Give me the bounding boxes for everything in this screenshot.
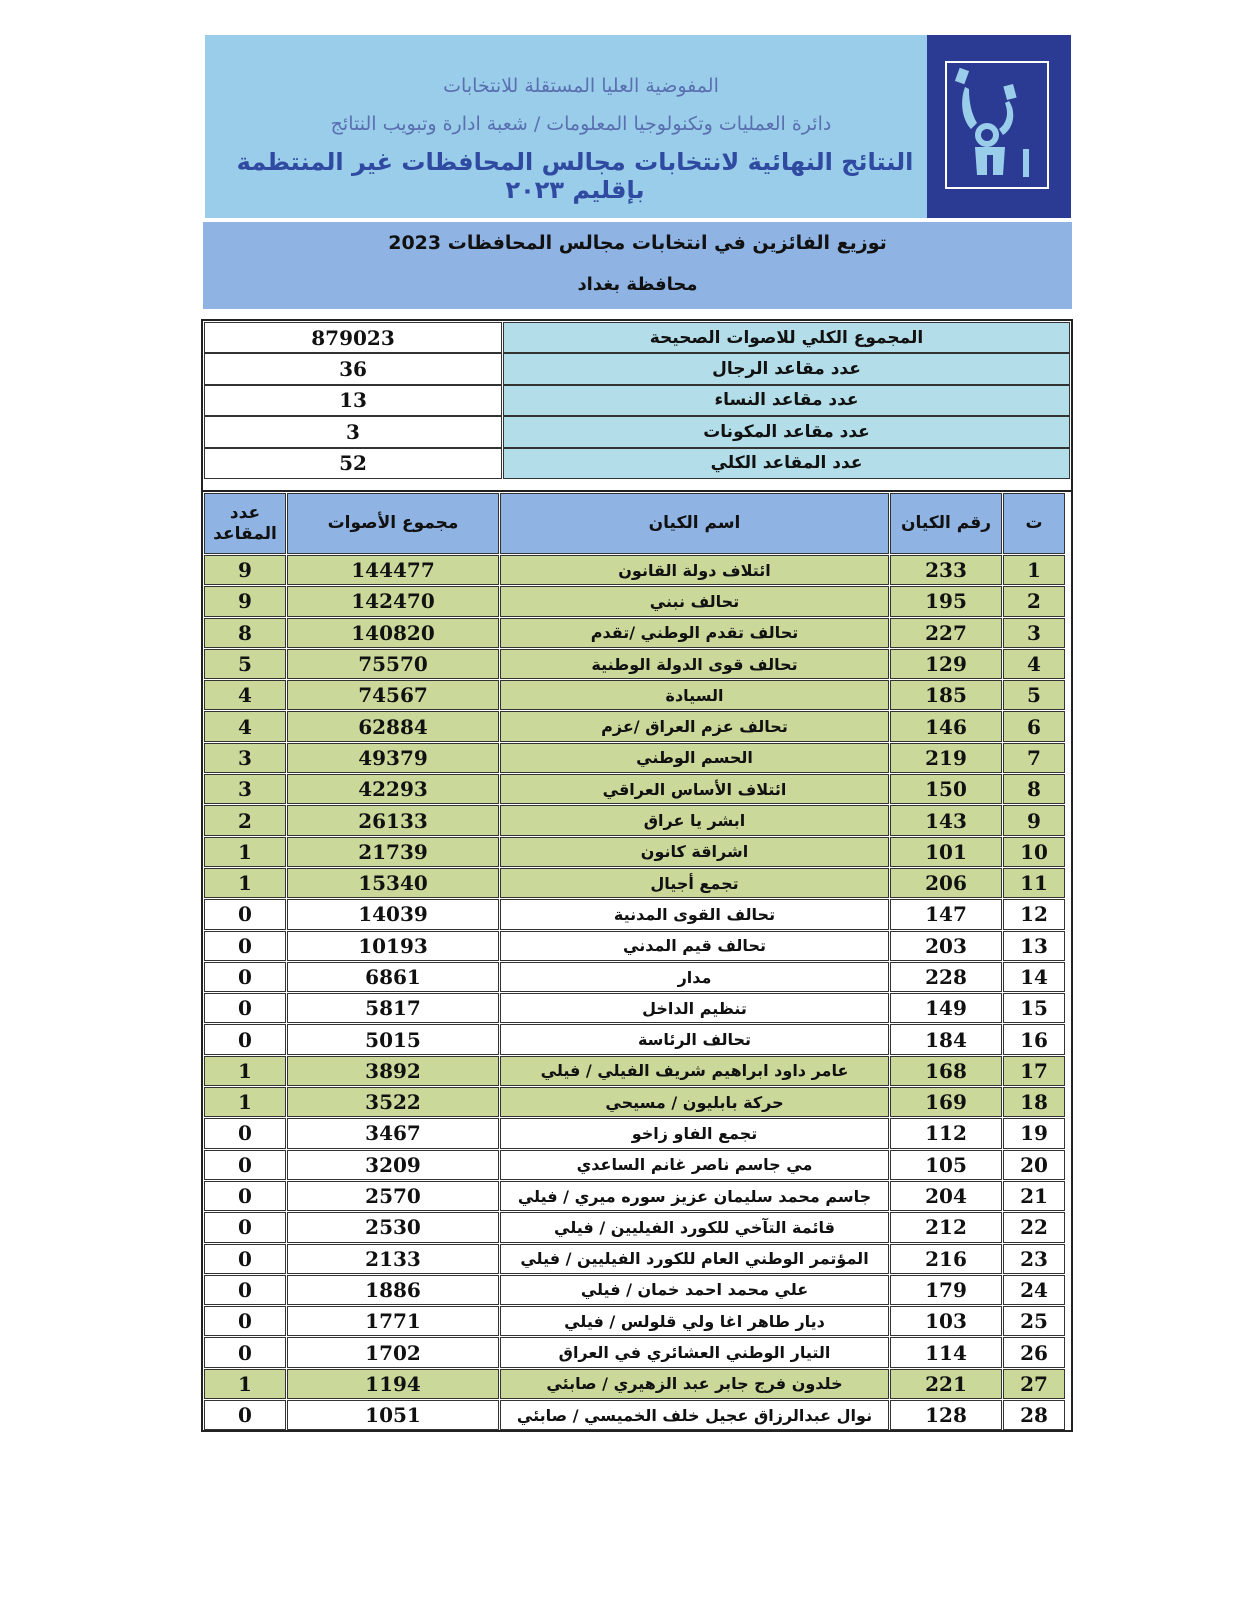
index-cell: 19 [1003,1118,1065,1148]
results-title: النتائج النهائية لانتخابات مجالس المحافظات غير المنتظمة بإقليم ٢٠٢٣ [236,148,914,204]
table-row [203,742,1071,773]
seats-cell: 4 [204,711,286,741]
votes-cell: 75570 [287,649,499,679]
index-cell: 9 [1003,805,1065,835]
seats-cell: 9 [204,586,286,616]
entity-id-cell: 203 [890,931,1002,961]
index-cell: 4 [1003,649,1065,679]
index-cell: 21 [1003,1181,1065,1211]
entity-name-cell: ائتلاف دولة القانون [500,555,889,585]
table-row [203,1336,1071,1367]
table-row [203,836,1071,867]
distribution-title: توزيع الفائزين في انتخابات مجالس المحافظات 2023 [388,232,887,254]
entity-id-cell: 221 [890,1369,1002,1399]
entity-name-cell: تنظيم الداخل [500,993,889,1023]
seats-cell: 1 [204,868,286,898]
entity-name-cell: تحالف قيم المدني [500,931,889,961]
governorate-name: محافظة بغداد [577,274,698,295]
entity-id-cell: 149 [890,993,1002,1023]
summary-row [203,415,1071,446]
votes-cell: 6861 [287,962,499,992]
entity-id-cell: 185 [890,680,1002,710]
entity-name-cell: المؤتمر الوطني العام للكورد الفيليين / فيلي [500,1244,889,1274]
seats-cell: 1 [204,1087,286,1117]
votes-cell: 3467 [287,1118,499,1148]
entity-name-cell: تحالف الرئاسة [500,1024,889,1054]
summary-value: 879023 [204,322,502,353]
index-cell: 15 [1003,993,1065,1023]
header-text [205,35,927,218]
seats-cell: 9 [204,555,286,585]
entity-id-cell: 146 [890,711,1002,741]
entity-id-cell: 219 [890,743,1002,773]
entity-name-cell: اشراقة كانون [500,837,889,867]
header-seats-line2: المقاعد [213,523,277,544]
entity-name-cell: تجمع أجيال [500,868,889,898]
table-body [203,554,1071,1430]
entity-id-cell: 101 [890,837,1002,867]
index-cell: 18 [1003,1087,1065,1117]
seats-cell: 0 [204,1212,286,1242]
votes-cell: 15340 [287,868,499,898]
table-row [203,617,1071,648]
entity-name-cell: ديار طاهر اغا ولي قلولس / فيلي [500,1306,889,1336]
header-seats-line1: عدد [229,502,261,523]
votes-cell: 26133 [287,805,499,835]
votes-cell: 1051 [287,1400,499,1430]
table-row [203,1023,1071,1054]
summary-value: 13 [204,385,502,416]
summary-value: 52 [204,448,502,479]
entity-name-cell: التيار الوطني العشائري في العراق [500,1337,889,1367]
votes-cell: 2530 [287,1212,499,1242]
table-row [203,648,1071,679]
votes-cell: 142470 [287,586,499,616]
index-cell: 7 [1003,743,1065,773]
entity-id-cell: 103 [890,1306,1002,1336]
votes-cell: 74567 [287,680,499,710]
entity-id-cell: 150 [890,774,1002,804]
summary-label: عدد مقاعد النساء [503,385,1070,416]
index-cell: 26 [1003,1337,1065,1367]
table-row [203,585,1071,616]
table-row [203,1086,1071,1117]
entity-name-cell: جاسم محمد سليمان عزيز سوره ميري / فيلي [500,1181,889,1211]
index-cell: 13 [1003,931,1065,961]
index-cell: 14 [1003,962,1065,992]
seats-cell: 1 [204,1056,286,1086]
table-row [203,992,1071,1023]
entity-name-cell: السيادة [500,680,889,710]
seats-cell: 2 [204,805,286,835]
table-row [203,1149,1071,1180]
table-row [203,773,1071,804]
summary-label: عدد المقاعد الكلي [503,448,1070,479]
seats-cell: 0 [204,1244,286,1274]
table-row [203,930,1071,961]
entity-id-cell: 147 [890,899,1002,929]
commission-logo [927,35,1071,218]
seats-cell: 0 [204,1337,286,1367]
header-votes: مجموع الأصوات [287,493,499,554]
department-name: دائرة العمليات وتكنولوجيا المعلومات / شعبة ادارة وتبويب النتائج [330,113,832,135]
votes-cell: 21739 [287,837,499,867]
index-cell: 28 [1003,1400,1065,1430]
entity-id-cell: 128 [890,1400,1002,1430]
seats-cell: 0 [204,1150,286,1180]
index-cell: 17 [1003,1056,1065,1086]
table-row [203,679,1071,710]
index-cell: 22 [1003,1212,1065,1242]
index-cell: 23 [1003,1244,1065,1274]
index-cell: 1 [1003,555,1065,585]
entity-id-cell: 204 [890,1181,1002,1211]
entity-name-cell: تحالف القوى المدنية [500,899,889,929]
header-index: ت [1003,493,1065,554]
index-cell: 20 [1003,1150,1065,1180]
entity-id-cell: 212 [890,1212,1002,1242]
entity-name-cell: مي جاسم ناصر غانم الساعدي [500,1150,889,1180]
entity-id-cell: 168 [890,1056,1002,1086]
header-entity-id: رقم الكيان [890,493,1002,554]
seats-cell: 8 [204,618,286,648]
seats-cell: 0 [204,899,286,929]
table-row [203,710,1071,741]
entity-id-cell: 195 [890,586,1002,616]
seats-cell: 3 [204,743,286,773]
seats-cell: 0 [204,1400,286,1430]
table-row [203,867,1071,898]
entity-id-cell: 105 [890,1150,1002,1180]
seats-cell: 3 [204,774,286,804]
votes-cell: 1702 [287,1337,499,1367]
entity-id-cell: 179 [890,1275,1002,1305]
entity-id-cell: 114 [890,1337,1002,1367]
index-cell: 25 [1003,1306,1065,1336]
table-row [203,1055,1071,1086]
summary-value: 36 [204,353,502,384]
ballot-figure-icon [947,63,1047,187]
table-row [203,1243,1071,1274]
summary-table [201,319,1073,492]
header-seats [204,493,286,554]
index-cell: 8 [1003,774,1065,804]
table-row [203,554,1071,585]
results-table [201,490,1073,1432]
seats-cell: 0 [204,993,286,1023]
entity-id-cell: 233 [890,555,1002,585]
index-cell: 27 [1003,1369,1065,1399]
logo-frame [945,61,1049,189]
votes-cell: 49379 [287,743,499,773]
entity-name-cell: حركة بابليون / مسيحي [500,1087,889,1117]
votes-cell: 144477 [287,555,499,585]
votes-cell: 2133 [287,1244,499,1274]
votes-cell: 3522 [287,1087,499,1117]
entity-name-cell: تحالف عزم العراق /عزم [500,711,889,741]
entity-name-cell: علي محمد احمد خمان / فيلي [500,1275,889,1305]
summary-row [203,384,1071,415]
summary-label: المجموع الكلي للاصوات الصحيحة [503,322,1070,353]
summary-label: عدد مقاعد المكونات [503,416,1070,447]
seats-cell: 0 [204,1275,286,1305]
table-row [203,1305,1071,1336]
entity-id-cell: 184 [890,1024,1002,1054]
seats-cell: 1 [204,1369,286,1399]
summary-row [203,447,1071,478]
entity-name-cell: تحالف قوى الدولة الوطنية [500,649,889,679]
votes-cell: 1771 [287,1306,499,1336]
votes-cell: 140820 [287,618,499,648]
index-cell: 16 [1003,1024,1065,1054]
entity-name-cell: الحسم الوطني [500,743,889,773]
entity-id-cell: 216 [890,1244,1002,1274]
votes-cell: 14039 [287,899,499,929]
seats-cell: 0 [204,1306,286,1336]
entity-name-cell: ابشر يا عراق [500,805,889,835]
seats-cell: 0 [204,931,286,961]
seats-cell: 0 [204,1181,286,1211]
votes-cell: 42293 [287,774,499,804]
votes-cell: 5015 [287,1024,499,1054]
index-cell: 24 [1003,1275,1065,1305]
table-row [203,898,1071,929]
votes-cell: 5817 [287,993,499,1023]
votes-cell: 3209 [287,1150,499,1180]
seats-cell: 0 [204,962,286,992]
index-cell: 10 [1003,837,1065,867]
votes-cell: 62884 [287,711,499,741]
entity-id-cell: 206 [890,868,1002,898]
table-row [203,961,1071,992]
entity-name-cell: عامر داود ابراهيم شريف الفيلي / فيلي [500,1056,889,1086]
seats-cell: 4 [204,680,286,710]
summary-label: عدد مقاعد الرجال [503,353,1070,384]
entity-name-cell: تحالف نبني [500,586,889,616]
index-cell: 2 [1003,586,1065,616]
votes-cell: 10193 [287,931,499,961]
votes-cell: 2570 [287,1181,499,1211]
table-row [203,1368,1071,1399]
seats-cell: 0 [204,1024,286,1054]
subtitle-band [203,222,1072,309]
index-cell: 3 [1003,618,1065,648]
entity-id-cell: 169 [890,1087,1002,1117]
seats-cell: 1 [204,837,286,867]
entity-id-cell: 227 [890,618,1002,648]
table-row [203,1180,1071,1211]
table-row [203,1399,1071,1430]
seats-cell: 5 [204,649,286,679]
entity-name-cell: ائتلاف الأساس العراقي [500,774,889,804]
entity-name-cell: نوال عبدالرزاق عجيل خلف الخميسي / صابئي [500,1400,889,1430]
org-name: المفوضية العليا المستقلة للانتخابات [443,75,719,97]
summary-row [203,352,1071,383]
table-row [203,804,1071,835]
summary-spacer [203,478,1071,490]
entity-name-cell: خلدون فرج جابر عبد الزهيري / صابئي [500,1369,889,1399]
votes-cell: 3892 [287,1056,499,1086]
entity-id-cell: 143 [890,805,1002,835]
table-row [203,1274,1071,1305]
entity-name-cell: تجمع الفاو زاخو [500,1118,889,1148]
entity-id-cell: 112 [890,1118,1002,1148]
index-cell: 11 [1003,868,1065,898]
summary-row [203,321,1071,352]
index-cell: 12 [1003,899,1065,929]
entity-id-cell: 228 [890,962,1002,992]
votes-cell: 1194 [287,1369,499,1399]
summary-value: 3 [204,416,502,447]
index-cell: 6 [1003,711,1065,741]
table-header [203,492,1071,554]
header-entity-name: اسم الكيان [500,493,889,554]
entity-name-cell: قائمة التآخي للكورد الفيليين / فيلي [500,1212,889,1242]
votes-cell: 1886 [287,1275,499,1305]
entity-name-cell: تحالف تقدم الوطني /تقدم [500,618,889,648]
entity-name-cell: مدار [500,962,889,992]
entity-id-cell: 129 [890,649,1002,679]
index-cell: 5 [1003,680,1065,710]
table-row [203,1117,1071,1148]
seats-cell: 0 [204,1118,286,1148]
table-row [203,1211,1071,1242]
header-banner [205,35,1071,218]
